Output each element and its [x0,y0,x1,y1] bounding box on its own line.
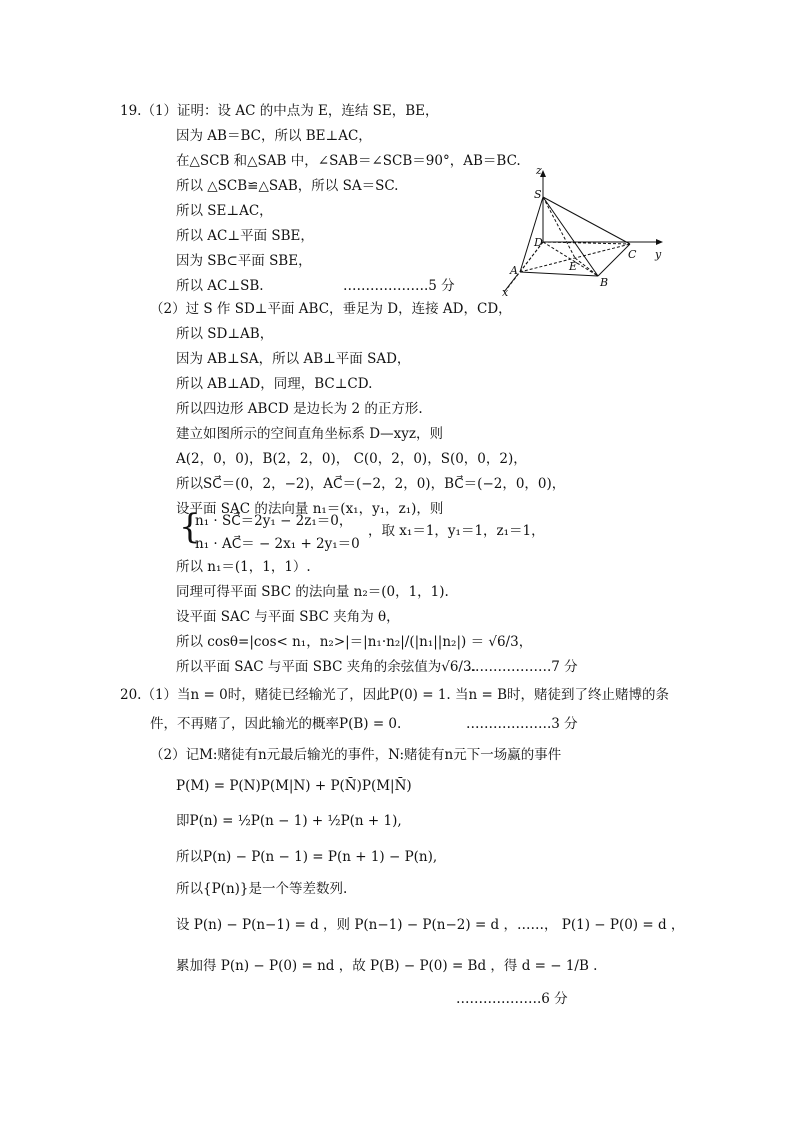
p19-line-19: 同理可得平面 SBC 的法向量 n₂＝(0，1，1). [176,584,449,600]
p20-line-8: 设 P(n) − P(n−1) = d ，则 P(n−1) − P(n−2) = d ，……， P(1) − P(0) = d ， [176,917,685,933]
p19-line-7: 因为 SB⊂平面 SBE， [176,253,312,269]
p20-score-6: ……………….6 分 [456,991,568,1007]
p19-line-13: 所以四边形 ABCD 是边长为 2 的正方形. [176,401,423,417]
p19-line-8: 所以 AC⊥SB. [176,278,264,294]
label-A: A [510,264,518,277]
equation-system-row-2: n₁ · AC⃗＝ − 2x₁ + 2y₁＝0 [195,536,360,552]
p19-line-21: 所以 cosθ=|cos< n₁，n₂>|＝|n₁·n₂|/(|n₁||n₂|) ＝ √6/3， [176,634,533,650]
label-S: S [534,188,542,201]
p20-line-1: 20.（1）当n = 0时，赌徒已经输光了，因此P(0) = 1. 当n = B时，赌徒到了终止赌博的条 [120,687,670,703]
p19-line-20: 设平面 SAC 与平面 SBC 夹角为 θ， [176,609,400,625]
p19-line-12: 所以 AB⊥AD，同理，BC⊥CD. [176,376,373,392]
equation-system-row-1: n₁ · SC⃗＝2y₁ − 2z₁＝0， [195,513,353,529]
p20-line-6: 所以P(n) − P(n − 1) = P(n + 1) − P(n), [176,849,438,865]
y-axis-arrow [656,239,663,245]
edge-AB [520,272,598,276]
p19-line-5: 所以 SE⊥AC， [176,203,273,219]
p19-line-3: 在△SCB 和△SAB 中，∠SAB＝∠SCB＝90°，AB＝BC. [176,153,521,169]
p19-line-18: 所以 n₁＝(1，1，1）. [176,559,311,575]
p19-line-6: 所以 AC⊥平面 SBE， [176,228,314,244]
label-y: y [655,248,662,261]
p19-line-9: （2）过 S 作 SD⊥平面 ABC，垂足为 D，连接 AD，CD， [150,301,512,317]
p19-line-15: A(2，0，0)，B(2，2，0)， C(0，2，0)，S(0，0，2)， [176,451,527,467]
p19-line-22: 所以平面 SAC 与平面 SBC 夹角的余弦值为√6/3. [176,659,476,675]
p19-line-17: 设平面 SAC 的法向量 n₁＝(x₁，y₁，z₁)，则 [176,501,444,517]
p19-line-11: 因为 AB⊥SA，所以 AB⊥平面 SAD， [176,351,411,367]
label-z: z [536,164,542,177]
edge-BC [598,244,630,276]
p20-line-4: P(M) = P(N)P(M|N) + P(N̄)P(M|N̄) [176,778,412,794]
p19-line-16: 所以SC⃗＝(0，2，−2)，AC⃗＝(−2，2，0)，BC⃗＝(−2，0，0)， [176,476,566,492]
edge-SC [543,197,630,244]
p20-score-3: ……………….3 分 [466,716,578,732]
p20-line-7: 所以{P(n)}是一个等差数列. [176,881,348,897]
label-D: D [534,236,543,249]
label-E: E [569,260,578,273]
p19-line-1: 19.（1）证明：设 AC 的中点为 E，连结 SE，BE， [120,103,439,119]
p19-line-4: 所以 △SCB≌△SAB，所以 SA＝SC. [176,178,399,194]
p20-line-2: 件，不再赌了，因此输光的概率P(B) = 0. [150,716,402,732]
equation-system-take: ，取 x₁＝1，y₁＝1，z₁＝1， [368,523,545,539]
p20-line-3: （2）记M:赌徒有n元最后输光的事件，N:赌徒有n元下一场赢的事件 [150,747,562,763]
p19-line-14: 建立如图所示的空间直角坐标系 D—xyz，则 [176,426,443,442]
equation-system-brace: { [179,507,201,547]
label-x: x [502,286,509,299]
pyramid-figure [498,162,688,312]
p19-line-2: 因为 AB＝BC，所以 BE⊥AC， [176,128,372,144]
label-B: B [600,276,609,289]
p20-line-5: 即P(n) = ½P(n − 1) + ½P(n + 1), [176,813,402,829]
edge-SA [520,197,543,272]
p20-line-9: 累加得 P(n) − P(0) = nd ，故 P(B) − P(0) = Bd ，得 d = − 1/B . [176,958,598,974]
p19-score-5: ……………….5 分 [343,278,455,294]
label-C: C [628,248,637,261]
p19-score-7: ……………….7 分 [466,659,578,675]
p19-line-10: 所以 SD⊥AB， [176,326,274,342]
